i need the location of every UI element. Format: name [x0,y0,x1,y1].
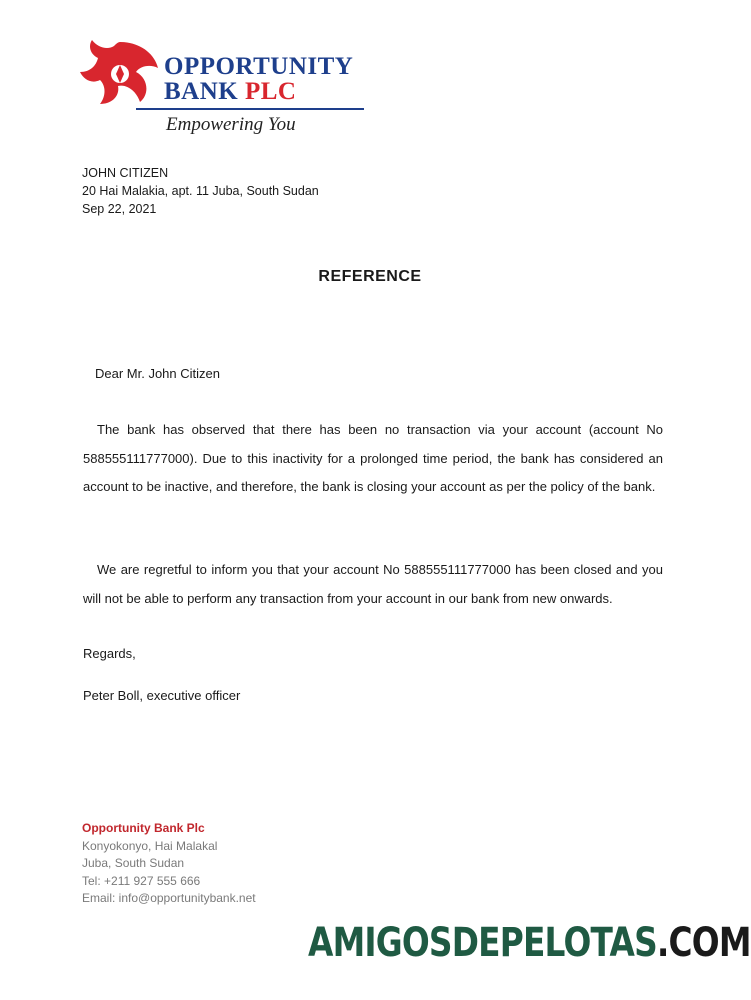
signer: Peter Boll, executive officer [83,688,241,703]
bank-name-line2 [164,79,353,104]
recipient-address: 20 Hai Malakia, apt. 11 Juba, South Sudan [82,184,319,198]
closing: Regards, [83,646,136,661]
logo-divider [136,108,364,110]
bank-emblem-icon [78,38,162,106]
footer-contact [82,820,256,908]
letter-title: REFERENCE [318,268,422,285]
recipient-block [82,164,319,218]
footer-bank-name: Opportunity Bank Plc [82,821,205,835]
paragraph-1: The bank has observed that there has been no transaction via your account (account No 588555111777000). Due to this inactivity for a prolonged time period, the bank has considered an account to be inactive, and therefore, the bank is closing your account as per the policy of the bank. [83,422,663,494]
watermark-text: AMIGOSDEPELOTAS [308,920,657,966]
bank-tagline: Empowering You [166,114,296,135]
watermark-suffix: .COM [656,920,751,966]
bank-name-bank: BANK [164,78,239,105]
bank-name [164,54,353,104]
footer-address-line2: Juba, South Sudan [82,856,185,870]
paragraph-2: We are regretful to inform you that your account No 588555111777000 has been closed and you will not be able to perform any transaction from your account in our bank from new onwards. [83,562,663,606]
letter-date: Sep 22, 2021 [82,202,157,216]
bank-logo [78,36,378,146]
footer-email: Email: info@opportunitybank.net [82,891,256,905]
recipient-name: JOHN CITIZEN [82,166,169,180]
footer-phone: Tel: +211 927 555 666 [82,873,201,888]
footer-address-line1: Konyokonyo, Hai Malakal [82,838,218,853]
salutation: Dear Mr. John Citizen [95,366,220,381]
watermark [308,920,751,966]
bank-name-plc: PLC [244,78,297,105]
bank-name-line1: OPPORTUNITY [164,53,354,80]
